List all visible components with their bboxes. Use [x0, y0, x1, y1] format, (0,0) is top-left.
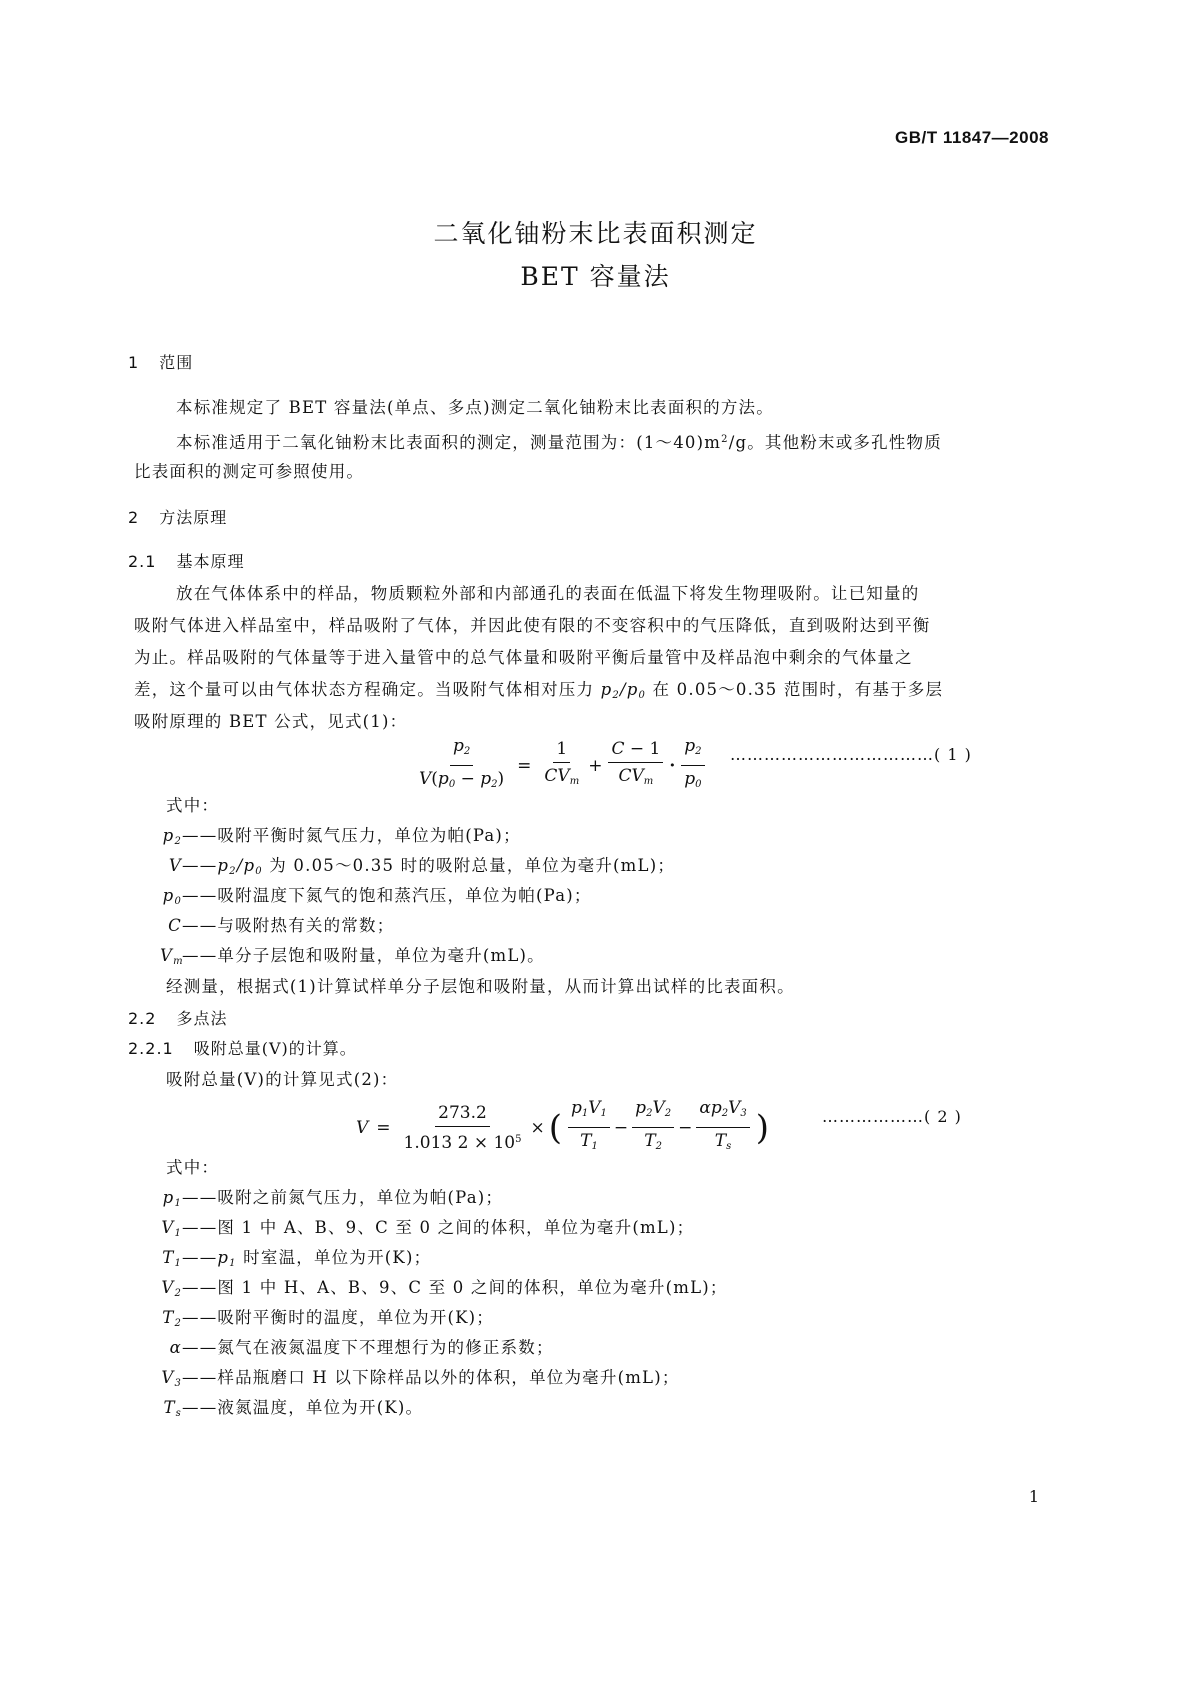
text-run: 本标准适用于二氧化铀粉末比表面积的测定，测量范围为：(1～40)m — [176, 433, 722, 452]
section-1-body — [134, 392, 1060, 488]
definition-Ts: $T_s——$液氮温度，单位为开(K)。 — [163, 1398, 424, 1419]
superscript: 5 — [515, 1133, 522, 1145]
text-run: 在 0.05～0.35 范围时，有基于多层 — [652, 680, 944, 699]
definition-text: ——图 1 中 A、B、9、C 至 0 之间的体积，单位为毫升(mL)； — [182, 1218, 695, 1237]
paragraph-line: 放在气体体系中的样品，物质颗粒外部和内部通孔的表面在低温下将发生物理吸附。让已知量的 — [176, 584, 920, 603]
definition-dash: —— — [182, 856, 218, 875]
numerator: 273.2 — [435, 1103, 490, 1127]
section-number: 2.2.1 — [128, 1039, 174, 1058]
paragraph: 比表面积的测定可参照使用。 — [134, 462, 365, 481]
section-title: 范围 — [159, 353, 194, 372]
definition-Vm: $V_m——$单分子层饱和吸附量，单位为毫升(mL)。 — [160, 946, 545, 967]
definition-text: ——样品瓶磨口 H 以下除样品以外的体积，单位为毫升(mL)； — [182, 1368, 680, 1387]
definition-text: ——图 1 中 H、A、B、9、C 至 0 之间的体积，单位为毫升(mL)； — [182, 1278, 728, 1297]
definition-text: 为 0.05～0.35 时的吸附总量，单位为毫升(mL)； — [269, 856, 676, 875]
definition-V: $V——p_2/p_0$ 为 0.05～0.35 时的吸附总量，单位为毫升(mL)； — [168, 856, 676, 877]
definition-p2: $p_2——$吸附平衡时氮气压力，单位为帕(Pa)； — [162, 826, 521, 847]
definition-text: ——吸附温度下氮气的饱和蒸汽压，单位为帕(Pa)； — [182, 886, 592, 905]
page-number: 1 — [1028, 1487, 1039, 1506]
leader-dots: ……………………………… — [730, 745, 934, 764]
definition-text: ——氮气在液氮温度下不理想行为的修正系数； — [182, 1338, 554, 1357]
definition-V1: $V_1——$图 1 中 A、B、9、C 至 0 之间的体积，单位为毫升(mL)； — [161, 1218, 695, 1239]
leader-dots: ……………… — [822, 1107, 924, 1126]
section-2-2-heading — [128, 1006, 227, 1029]
definition-V2: $V_2——$图 1 中 H、A、B、9、C 至 0 之间的体积，单位为毫升(mL)； — [161, 1278, 728, 1299]
section-2-1-body — [134, 578, 1060, 738]
denominator: 1.013 2 × 10 — [403, 1132, 516, 1153]
definition-text: ——与吸附热有关的常数； — [182, 916, 395, 935]
definition-text: ——吸附平衡时氮气压力，单位为帕(Pa)； — [182, 826, 521, 845]
section-title: 吸附总量(V)的计算。 — [193, 1039, 357, 1058]
section-2-1-heading — [128, 549, 244, 572]
paragraph: 吸附总量(V)的计算见式(2)： — [166, 1070, 399, 1089]
fraction: $\frac{p_2}{p_0}$ — [681, 736, 704, 795]
document-title: 二氧化铀粉末比表面积测定 — [433, 219, 758, 248]
section-number: 2.2 — [128, 1009, 157, 1028]
definition-text: ——单分子层饱和吸附量，单位为毫升(mL)。 — [182, 946, 545, 965]
superscript: 2 — [721, 434, 729, 445]
section-2-2-1-heading — [128, 1036, 357, 1059]
where-label: 式中： — [166, 1158, 220, 1177]
equation-label: ( 2 ) — [924, 1107, 962, 1126]
definition-text: 时室温，单位为开(K)； — [236, 1248, 432, 1267]
paragraph — [134, 424, 1060, 456]
definition-T1: $T_1——p_1$ 时室温，单位为开(K)； — [162, 1248, 432, 1269]
fraction: $\frac{p_2}{V(p_0 - p_2)}$ — [419, 736, 505, 790]
text-run: 差，这个量可以由气体状态方程确定。当吸附气体相对压力 — [134, 680, 595, 699]
definition-p0: $p_0——$吸附温度下氮气的饱和蒸汽压，单位为帕(Pa)； — [162, 886, 592, 907]
paragraph-line: 为止。样品吸附的气体量等于进入量管中的总气体量和吸附平衡后量管中及样品泡中剩余的气体量之 — [134, 648, 913, 667]
equation-2-number — [822, 1107, 962, 1126]
document-subtitle: BET 容量法 — [520, 262, 671, 291]
definition-text: ——吸附平衡时的温度，单位为开(K)； — [182, 1308, 495, 1327]
section-title: 方法原理 — [159, 508, 228, 527]
equation-label: ( 1 ) — [934, 745, 972, 764]
fraction: $\frac{C - 1}{CV_m}$ — [608, 739, 663, 792]
fraction: $\frac{p_2V_2}{T_2}$ — [632, 1098, 674, 1157]
text-run: /g。其他粉末或多孔性物质 — [728, 433, 942, 452]
equation-1: $\frac{p_2}{V(p_0 - p_2)}$ = $\frac{1}{CV_m}$ + $\frac{C - 1}{CV_m}$ · $\frac{p_2}{p_0}$ — [412, 736, 709, 795]
section-number: 1 — [128, 353, 140, 372]
fraction: $\frac{1}{CV_m}$ — [544, 739, 580, 787]
definition-p1: $p_1——$吸附之前氮气压力，单位为帕(Pa)； — [162, 1188, 504, 1209]
fraction — [401, 1103, 525, 1153]
standard-number: GB/T 11847—2008 — [895, 128, 1049, 147]
definition-text: ——吸附之前氮气压力，单位为帕(Pa)； — [182, 1188, 504, 1207]
definition-text: ——液氮温度，单位为开(K)。 — [182, 1398, 424, 1417]
section-title: 多点法 — [176, 1009, 228, 1028]
definition-dash: —— — [182, 1248, 218, 1267]
equation-2: V = $\frac{273.2}{1.013 2 \times 10^5}$ × ( $\frac{p_1V_1}{T_1}$ − $\frac{p_2V_2}{T_2}$ − $\frac{\alpha p_2V_3}{T_s}$ ) — [356, 1098, 771, 1157]
section-number: 2.1 — [128, 552, 157, 571]
definition-V3: $V_3——$样品瓶磨口 H 以下除样品以外的体积，单位为毫升(mL)； — [161, 1368, 680, 1389]
paragraph: 本标准规定了 BET 容量法(单点、多点)测定二氧化铀粉末比表面积的方法。 — [176, 398, 774, 417]
section-number: 2 — [128, 508, 140, 527]
section-title: 基本原理 — [176, 552, 245, 571]
paragraph-line — [134, 674, 1060, 706]
paragraph: 经测量，根据式(1)计算试样单分子层饱和吸附量，从而计算出试样的比表面积。 — [166, 977, 795, 996]
definition-T2: $T_2——$吸附平衡时的温度，单位为开(K)； — [162, 1308, 495, 1329]
where-label: 式中： — [166, 796, 220, 815]
definition-C: C——与吸附热有关的常数； — [168, 916, 395, 935]
paragraph-line: 吸附原理的 BET 公式，见式(1)： — [134, 712, 408, 731]
paragraph-line: 吸附气体进入样品室中，样品吸附了气体，并因此使有限的不变容积中的气压降低，直到吸附达到平衡 — [134, 616, 931, 635]
section-2-heading — [128, 505, 227, 528]
definition-alpha: α——氮气在液氮温度下不理想行为的修正系数； — [169, 1338, 554, 1357]
fraction: $\frac{\alpha p_2V_3}{T_s}$ — [696, 1098, 749, 1157]
fraction: $\frac{p_1V_1}{T_1}$ — [568, 1098, 610, 1157]
section-1-heading — [128, 350, 193, 373]
pressure-ratio: $p_2/p_0$ — [600, 680, 647, 701]
equation-1-number — [730, 745, 972, 764]
